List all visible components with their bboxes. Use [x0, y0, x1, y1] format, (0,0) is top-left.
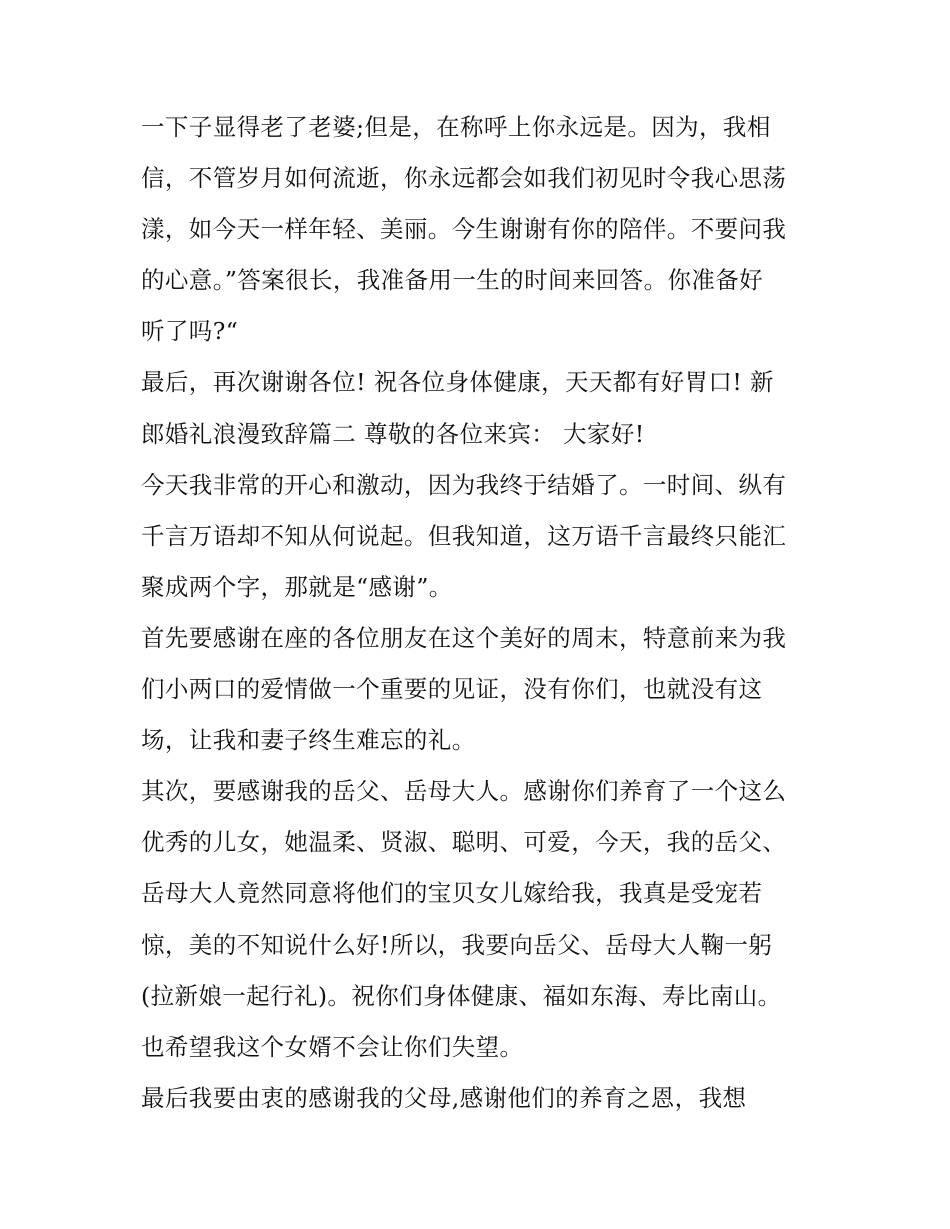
text-line: 的心意。”答案很长，我准备用一生的时间来回答。你准备好	[141, 266, 764, 295]
text-line: 最后，再次谢谢各位! 祝各位身体健康，天天都有好胃口! 新	[141, 368, 774, 397]
body-text	[141, 102, 821, 1124]
text-line: 信，不管岁月如何流逝，你永远都会如我们初见时令我心思荡	[141, 164, 787, 193]
text-line: 也希望我这个女婿不会让你们失望。	[141, 1032, 524, 1061]
text-line: 一下子显得老了老婆;但是，在称呼上你永远是。因为，我相	[141, 113, 771, 141]
text-line: 今天我非常的开心和激动，因为我终于结婚了。一时间、纵有	[141, 470, 787, 499]
text-line: 们小两口的爱情做一个重要的见证，没有你们，也就没有这	[141, 675, 763, 704]
text-line: 岳母大人竟然同意将他们的宝贝女儿嫁给我，我真是受宠若	[141, 879, 763, 908]
text-line: 听了吗?“	[141, 317, 239, 346]
text-line: 惊，美的不知说什么好!所以，我要向岳父、岳母大人鞠一躬	[141, 930, 773, 959]
text-line: 千言万语却不知从何说起。但我知道，这万语千言最终只能汇	[141, 521, 787, 550]
text-line: 聚成两个字，那就是“感谢”。	[141, 572, 453, 601]
text-line: 优秀的儿女，她温柔、贤淑、聪明、可爱，今天，我的岳父、	[141, 828, 787, 857]
text-line: 首先要感谢在座的各位朋友在这个美好的周末，特意前来为我	[141, 623, 787, 652]
text-line: 漾，如今天一样年轻、美丽。今生谢谢有你的陪伴。不要问我	[141, 215, 787, 244]
text-line: 其次，要感谢我的岳父、岳母大人。感谢你们养育了一个这么	[141, 777, 787, 806]
text-line: 最后我要由衷的感谢我的父母,感谢他们的养育之恩，我想	[141, 1083, 747, 1112]
text-line: 郎婚礼浪漫致辞篇二 尊敬的各位来宾： 大家好!	[141, 419, 645, 448]
text-line: 场，让我和妻子终生难忘的礼。	[141, 726, 476, 755]
text-line: (拉新娘一起行礼)。祝你们身体健康、福如东海、寿比南山。	[141, 981, 782, 1010]
